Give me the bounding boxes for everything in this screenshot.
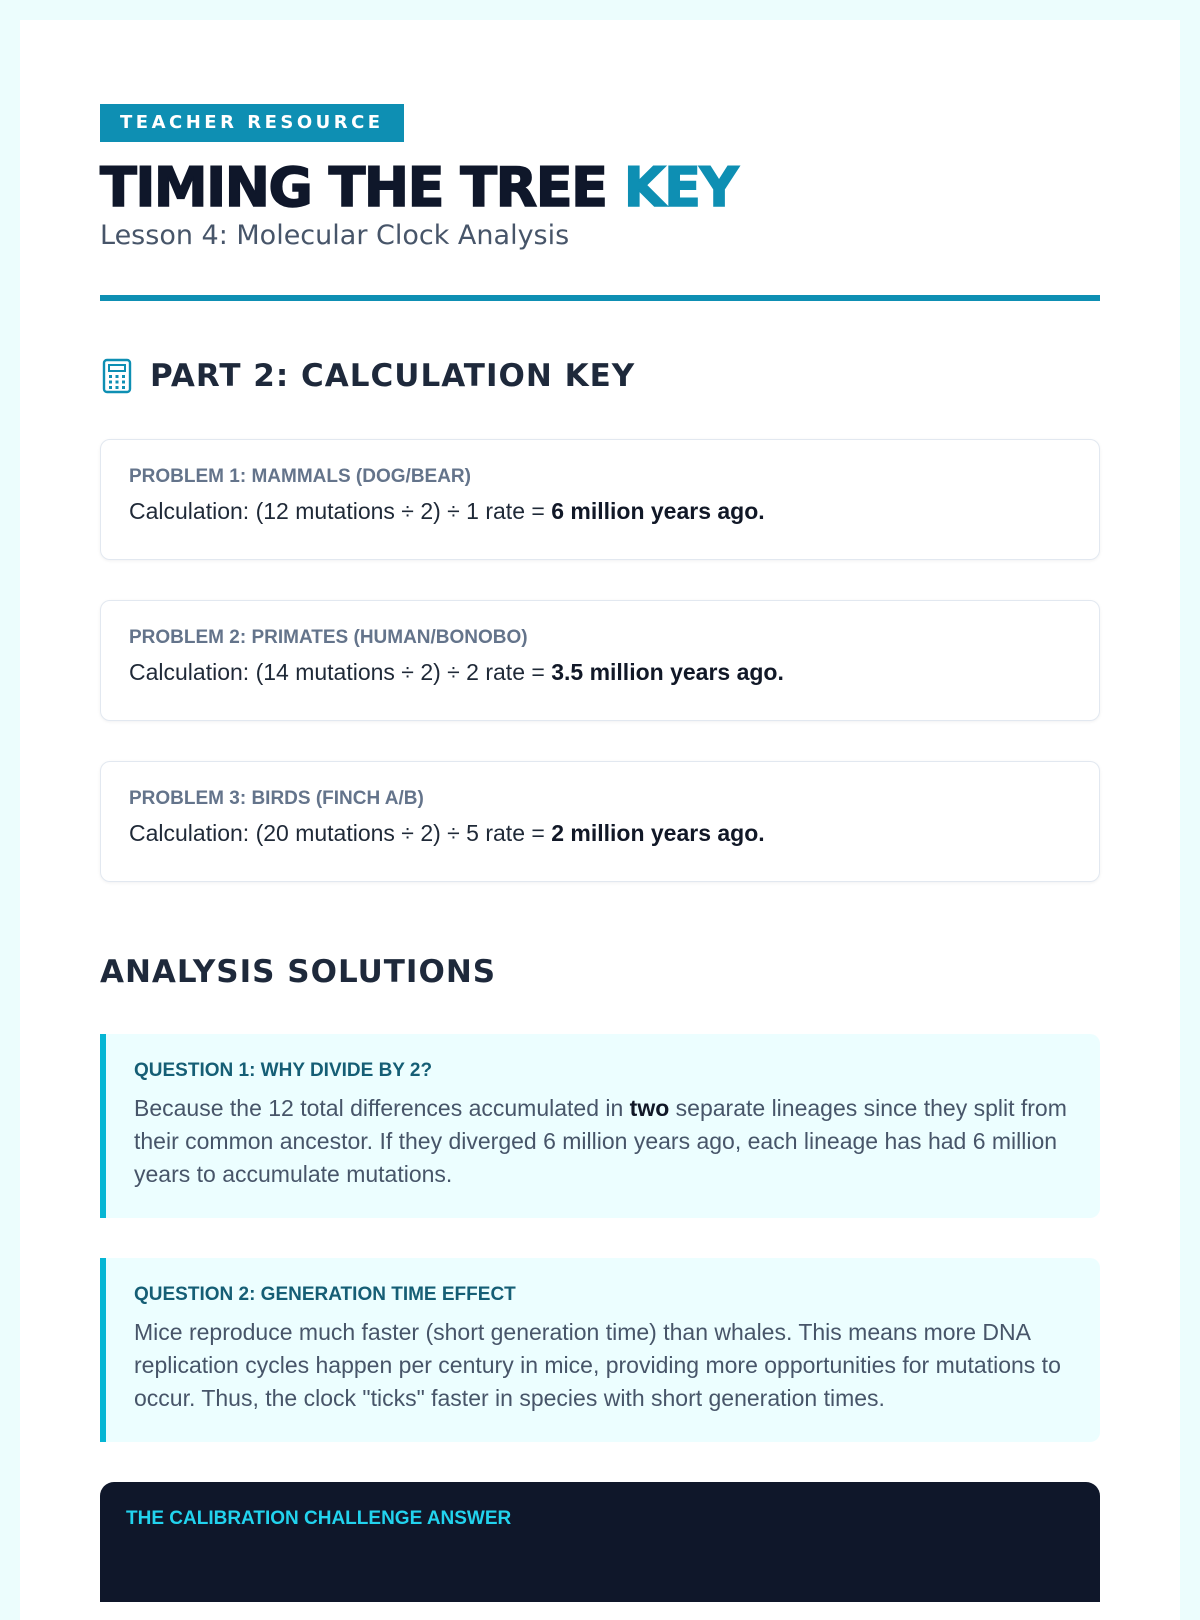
header-divider (100, 295, 1100, 301)
part2-heading (100, 357, 1100, 395)
calibration-challenge-panel (100, 1482, 1100, 1602)
question-label: QUESTION 1: WHY DIVIDE BY 2? (134, 1060, 433, 1081)
part2-title: PART 2: CALCULATION KEY (150, 358, 636, 394)
calculation-text: Calculation: (14 mutations ÷ 2) ÷ 2 rate = (129, 659, 552, 685)
problem-card-1 (100, 439, 1100, 560)
problem-label: PROBLEM 3: BIRDS (FINCH A/B) (129, 788, 424, 809)
calculator-icon (100, 357, 134, 395)
calculation-answer: 6 million years ago. (551, 498, 765, 524)
page-title (100, 158, 1100, 218)
calculation-text: Calculation: (20 mutations ÷ 2) ÷ 5 rate = (129, 820, 552, 846)
problem-card-3 (100, 761, 1100, 882)
calculation-text: Calculation: (12 mutations ÷ 2) ÷ 1 rate = (129, 498, 552, 524)
answer-text-start: Because the 12 total differences accumulated in (134, 1095, 630, 1121)
question-label: QUESTION 2: GENERATION TIME EFFECT (134, 1284, 516, 1305)
title-main: TIMING THE TREE (100, 156, 624, 219)
question-card-2 (100, 1258, 1100, 1442)
analysis-title: ANALYSIS SOLUTIONS (100, 954, 497, 990)
answer-text-emphasis: two (629, 1095, 670, 1121)
title-accent: KEY (623, 156, 738, 219)
problem-card-2 (100, 600, 1100, 721)
challenge-label: THE CALIBRATION CHALLENGE ANSWER (126, 1508, 512, 1529)
page-subtitle: Lesson 4: Molecular Clock Analysis (100, 220, 570, 251)
answer-text-end: separate lineages since they split from their common ancestor. If they diverged 6 million years ago, each lineage has had 6 million years to accumulate mutations. (134, 1095, 1067, 1187)
question-answer: Mice reproduce much faster (short generation time) than whales. This means more DNA replication cycles happen per century in mice, providing more opportunities for mutations to occur. Thus, the clock "ticks" faster in species with short generation times. (134, 1319, 1061, 1411)
calculation-answer: 3.5 million years ago. (551, 659, 784, 685)
page-content (100, 104, 1100, 1602)
question-card-1 (100, 1034, 1100, 1218)
problem-calculation (129, 820, 1071, 847)
problem-label: PROBLEM 2: PRIMATES (HUMAN/BONOBO) (129, 627, 528, 648)
problem-label: PROBLEM 1: MAMMALS (DOG/BEAR) (129, 466, 471, 487)
problem-calculation (129, 659, 1071, 686)
problem-calculation (129, 498, 1071, 525)
worksheet-page (20, 20, 1180, 1620)
question-answer (134, 1092, 1072, 1191)
calculation-answer: 2 million years ago. (551, 820, 765, 846)
teacher-resource-badge: TEACHER RESOURCE (100, 104, 404, 142)
